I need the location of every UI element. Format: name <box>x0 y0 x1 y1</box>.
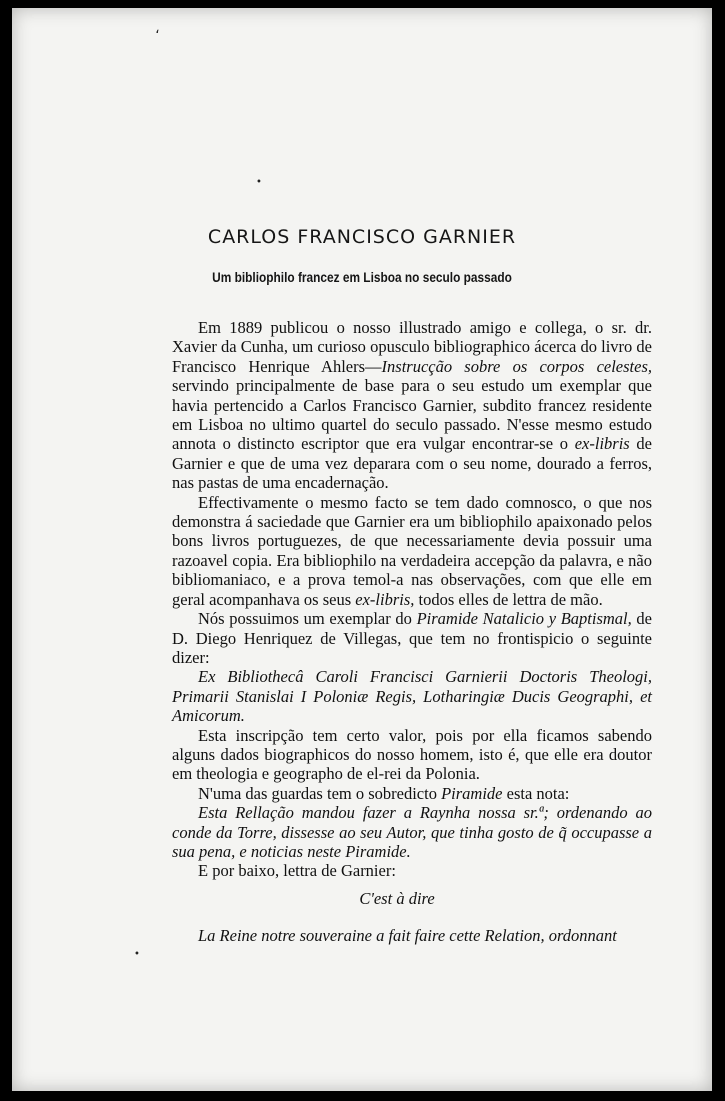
ink-speck: ، <box>155 21 160 37</box>
paragraph: N'uma das guardas tem o sobredicto Piramide esta nota: <box>198 783 570 803</box>
book-page <box>12 8 712 1091</box>
paragraph: Effectivamente o mesmo facto se tem dado comnosco, o que nos demonstra á saciedade que Garnier era um bibliophilo apaixonado pelos bons livros portuguezes, de que necessariamente devia possuir uma razoavel copia. Era bibliophilo na verdadeira accepção da palavra, e não bibliomaniaco, e a prova temol-a nas observações, com que elle em geral acompanhava os seus ex-libris, todos elles de lettra de mão. <box>172 492 652 609</box>
latin-inscription: Ex Bibliothecâ Caroli Francisci Garnierii Doctoris Theologi, Primarii Stanislai I Poloniæ Regis, Lotharingiæ Ducis Geographi, et Amicorum. <box>172 667 652 726</box>
centered-line: C'est à dire <box>359 889 435 908</box>
paragraph: E por baixo, lettra de Garnier: <box>198 861 396 881</box>
paragraph: Nós possuimos um exemplar do Piramide Natalicio y Baptismal, de D. Diego Henriquez de Villegas, que tem no frontispicio o seguinte dizer: <box>172 609 652 667</box>
quoted-note: Esta Rellação mandou fazer a Raynha nossa sr.ª; ordenando ao conde da Torre, dissesse ao seu Autor, que tinha gosto de q̃ occupasse a sua pena, e noticias neste Piramide. <box>172 803 652 861</box>
body-text <box>172 318 652 881</box>
ink-speck: • <box>256 177 262 188</box>
page-subtitle: Um bibliophilo francez em Lisboa no seculo passado <box>212 270 512 285</box>
paragraph: Esta inscripção tem certo valor, pois por ella ficamos sabendo alguns dados biographicos do nosso homem, isto é, que elle era doutor em theologia e geographo de el-rei da Polonia. <box>172 725 652 784</box>
paragraph: Em 1889 publicou o nosso illustrado amigo e collega, o sr. dr. Xavier da Cunha, um curioso opusculo bibliographico ácerca do livro de Francisco Henrique Ahlers—Instrucção sobre os corpos celestes, servindo principalmente de base para o seu estudo um exemplar que havia pertencido a Carlos Francisco Garnier, subdito francez residente em Lisboa no ultimo quartel do seculo passado. N'esse mesmo estudo annota o distincto escriptor que era vulgar encontrar-se o ex-libris de Garnier e que de uma vez deparara com o seu nome, dourado a ferros, nas pastas de uma encadernação. <box>172 318 652 493</box>
page-title: CARLOS FRANCISCO GARNIER <box>207 226 517 248</box>
last-line: La Reine notre souveraine a fait faire cette Relation, ordonnant <box>198 926 617 945</box>
ink-speck: • <box>134 949 140 960</box>
